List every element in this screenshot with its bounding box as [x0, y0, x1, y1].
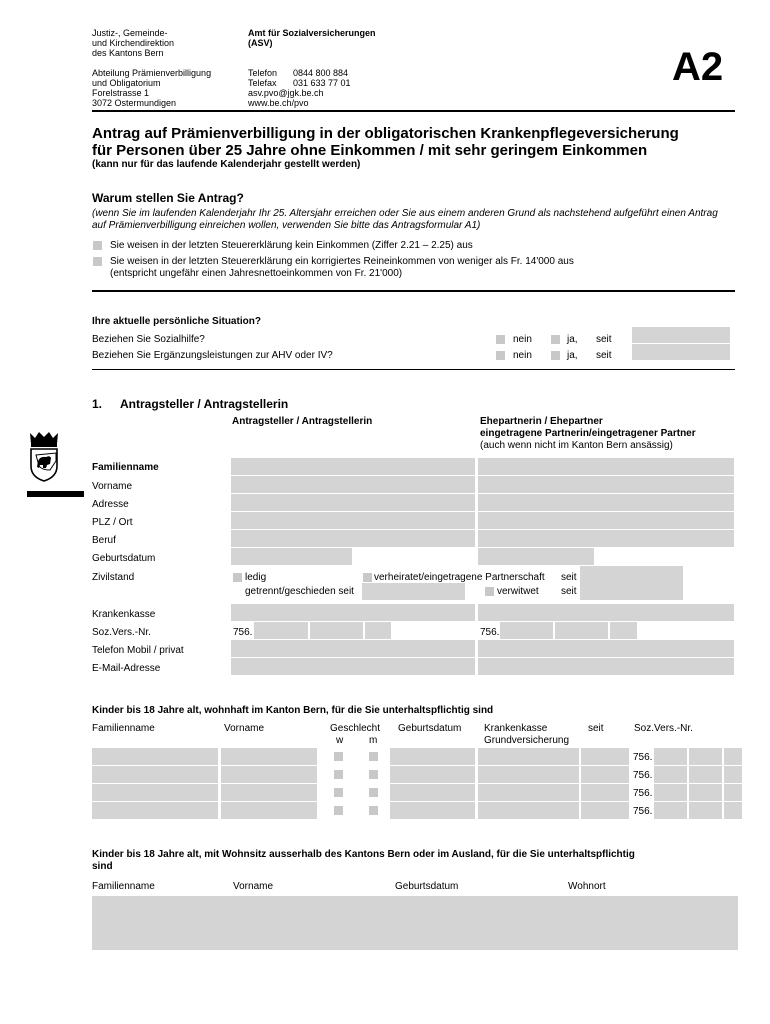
division-line: 3072 Ostermundigen [92, 98, 177, 108]
page-title: Antrag auf Prämienverbilligung in der obligatorischen Krankenpflegeversicherung [92, 125, 679, 142]
logo-bar [27, 491, 84, 497]
division-line: Forelstrasse 1 [92, 88, 150, 98]
child-col-familienname: Familienname [92, 723, 155, 734]
situation-q2: Beziehen Sie Ergänzungsleistungen zur AHV oder IV? [92, 350, 333, 361]
child2-ahv-prefix: 756. [633, 770, 653, 781]
q1-since-label: seit [596, 334, 612, 345]
child3-vorname-field[interactable] [221, 784, 317, 801]
department-block [92, 28, 174, 58]
adresse-label: Adresse [92, 499, 129, 510]
applicant-adresse-field[interactable] [231, 494, 475, 511]
child4-ahv-part2[interactable] [689, 802, 722, 819]
child2-krankenkasse-field[interactable] [478, 766, 579, 783]
partner-email-field[interactable] [478, 658, 734, 675]
applicant-telefon-field[interactable] [231, 640, 475, 657]
partner-column-note: (auch wenn nicht im Kanton Bern ansässig) [480, 440, 673, 451]
contact-phone: 0844 800 884 [293, 68, 349, 78]
child-col-vorname: Vorname [224, 723, 265, 734]
childout-col-familienname: Familienname [92, 881, 155, 892]
child3-ahv-part1[interactable] [654, 784, 687, 801]
child2-m-checkbox[interactable] [369, 770, 378, 779]
beruf-label: Beruf [92, 535, 116, 546]
situation-q1: Beziehen Sie Sozialhilfe? [92, 334, 205, 345]
child3-familienname-field[interactable] [92, 784, 218, 801]
childout-familienname-field[interactable] [92, 896, 232, 950]
partner-vorname-field[interactable] [478, 476, 734, 493]
child4-ahv-part3[interactable] [724, 802, 742, 819]
children-out-heading-line: sind [92, 861, 113, 872]
q2-since-field[interactable] [632, 344, 730, 360]
child3-ahv-part2[interactable] [689, 784, 722, 801]
header-divider [92, 110, 735, 112]
child2-ahv-part2[interactable] [689, 766, 722, 783]
child4-ahv-part1[interactable] [654, 802, 687, 819]
partner-beruf-field[interactable] [478, 530, 734, 547]
child-col-w: w [336, 735, 344, 746]
reason-option2-label [110, 256, 574, 280]
section1-number: 1. [92, 397, 103, 411]
verheiratet-checkbox[interactable] [363, 573, 372, 582]
q2-since-label: seit [596, 350, 612, 361]
vorname-label: Vorname [92, 481, 133, 492]
child3-geburtsdatum-field[interactable] [390, 784, 475, 801]
reason-heading: Warum stellen Sie Antrag? [92, 191, 244, 205]
familienname-label: Familienname [92, 462, 159, 473]
form-code: A2 [672, 45, 724, 89]
child4-w-checkbox[interactable] [334, 806, 343, 815]
child-col-geburtsdatum: Geburtsdatum [398, 723, 462, 734]
children-in-heading: Kinder bis 18 Jahre alt, wohnhaft im Kanton Bern, für die Sie unterhaltspflichtig sind [92, 705, 494, 716]
q2-no-label: nein [513, 350, 532, 361]
child4-seit-field[interactable] [581, 802, 629, 819]
child2-familienname-field[interactable] [92, 766, 218, 783]
partner-ahv-part3[interactable] [610, 622, 637, 639]
reason-option2-line: Sie weisen in der letzten Steuererklärung ein korrigiertes Reineinkommen von weniger als Fr. 14'000 aus [110, 256, 574, 267]
childout-vorname-field[interactable] [231, 896, 392, 950]
krankenkasse-label: Krankenkasse [92, 609, 156, 620]
verheiratet-label: verheiratet/eingetragene Partnerschaft [374, 572, 545, 583]
applicant-krankenkasse-field[interactable] [231, 604, 475, 621]
child1-ahv-part2[interactable] [689, 748, 722, 765]
applicant-ahv-part3[interactable] [365, 622, 391, 639]
q2-no-checkbox[interactable] [496, 351, 505, 360]
division-block [92, 68, 211, 108]
telefon-label: Telefon Mobil / privat [92, 645, 184, 656]
child3-krankenkasse-field[interactable] [478, 784, 579, 801]
partner-geburtsdatum-field[interactable] [478, 548, 594, 565]
child1-seit-field[interactable] [581, 748, 629, 765]
zivilstand-label: Zivilstand [92, 572, 135, 583]
child1-ahv-part3[interactable] [724, 748, 742, 765]
child2-vorname-field[interactable] [221, 766, 317, 783]
sozvers-label: Soz.Vers.-Nr. [92, 627, 151, 638]
child-col-sozvers: Soz.Vers.-Nr. [634, 723, 693, 734]
division-line: und Obligatorium [92, 78, 161, 88]
office-line: (ASV) [248, 38, 273, 48]
q1-since-field[interactable] [632, 327, 730, 343]
contact-website[interactable]: www.be.ch/pvo [248, 98, 309, 108]
contact-fax-label: Telefax [248, 78, 277, 88]
applicant-ahv-part1[interactable] [254, 622, 308, 639]
childout-geburtsdatum-field[interactable] [391, 896, 567, 950]
child1-geburtsdatum-field[interactable] [390, 748, 475, 765]
applicant-beruf-field[interactable] [231, 530, 475, 547]
child1-w-checkbox[interactable] [334, 752, 343, 761]
applicant-plz-field[interactable] [231, 512, 475, 529]
child3-ahv-part3[interactable] [724, 784, 742, 801]
verwitwet-label: verwitwet [497, 586, 539, 597]
child-col-kk-line: Krankenkasse [484, 723, 548, 734]
reason-option2-line: (entspricht ungefähr einen Jahresnettoeinkommen von Fr. 21'000) [110, 268, 403, 279]
title-note: (kann nur für das laufende Kalenderjahr gestellt werden) [92, 159, 361, 170]
child1-m-checkbox[interactable] [369, 752, 378, 761]
email-label: E-Mail-Adresse [92, 663, 161, 674]
child4-ahv-prefix: 756. [633, 806, 653, 817]
child4-geburtsdatum-field[interactable] [390, 802, 475, 819]
ledig-checkbox[interactable] [233, 573, 242, 582]
child2-geburtsdatum-field[interactable] [390, 766, 475, 783]
verwitwet-seit-field[interactable] [580, 583, 683, 600]
applicant-ahv-prefix: 756. [233, 627, 253, 638]
children-out-heading [92, 849, 742, 873]
q2-yes-label: ja, [567, 350, 578, 361]
verheiratet-seit-field[interactable] [580, 566, 683, 583]
contact-email[interactable]: asv.pvo@jgk.be.ch [248, 88, 324, 98]
reason-option2-checkbox[interactable] [93, 257, 102, 266]
getrennt-label: getrennt/geschieden seit [245, 586, 354, 597]
partner-familienname-field[interactable] [478, 458, 734, 475]
reason-divider [92, 290, 735, 292]
applicant-column-header: Antragsteller / Antragstellerin [232, 416, 373, 427]
childout-col-vorname: Vorname [233, 881, 274, 892]
child1-ahv-part1[interactable] [654, 748, 687, 765]
childout-col-wohnort: Wohnort [568, 881, 606, 892]
partner-adresse-field[interactable] [478, 494, 734, 511]
partner-ahv-prefix: 756. [480, 627, 500, 638]
partner-header-line: eingetragene Partnerin/eingetragener Partner [480, 428, 696, 439]
geburtsdatum-label: Geburtsdatum [92, 553, 156, 564]
child4-krankenkasse-field[interactable] [478, 802, 579, 819]
child3-ahv-prefix: 756. [633, 788, 653, 799]
children-out-heading-line: Kinder bis 18 Jahre alt, mit Wohnsitz ausserhalb des Kantons Bern oder im Ausland, für die Sie unterhaltspflichtig [92, 849, 635, 860]
reason-option1-checkbox[interactable] [93, 241, 102, 250]
child4-m-checkbox[interactable] [369, 806, 378, 815]
partner-plz-field[interactable] [478, 512, 734, 529]
ledig-label: ledig [245, 572, 267, 583]
child-col-geschlecht: Geschlecht [330, 723, 381, 734]
q1-no-label: nein [513, 334, 532, 345]
contact-phone-label: Telefon [248, 68, 278, 78]
q1-yes-label: ja, [567, 334, 578, 345]
verwitwet-checkbox[interactable] [485, 587, 494, 596]
child1-familienname-field[interactable] [92, 748, 218, 765]
childout-wohnort-field[interactable] [566, 896, 738, 950]
applicant-geburtsdatum-field[interactable] [231, 548, 352, 565]
page-title-line2: für Personen über 25 Jahre ohne Einkommen / mit sehr geringem Einkommen [92, 142, 648, 159]
verheiratet-seit-label: seit [561, 572, 577, 583]
bern-coat-of-arms-icon [27, 430, 61, 482]
dept-line: Justiz-, Gemeinde- [92, 28, 168, 38]
division-line: Abteilung Prämienverbilligung [92, 68, 212, 78]
child4-vorname-field[interactable] [221, 802, 317, 819]
situation-heading: Ihre aktuelle persönliche Situation? [92, 316, 261, 327]
partner-ahv-part2[interactable] [555, 622, 608, 639]
child3-m-checkbox[interactable] [369, 788, 378, 797]
section1-title: Antragsteller / Antragstellerin [120, 397, 289, 411]
applicant-vorname-field[interactable] [231, 476, 475, 493]
getrennt-seit-field[interactable] [362, 583, 465, 600]
child1-krankenkasse-field[interactable] [478, 748, 579, 765]
q1-yes-checkbox[interactable] [551, 335, 560, 344]
child4-familienname-field[interactable] [92, 802, 218, 819]
situation-divider [92, 369, 735, 370]
applicant-familienname-field[interactable] [231, 458, 475, 475]
reason-option1-label: Sie weisen in der letzten Steuererklärung kein Einkommen (Ziffer 2.21 – 2.25) aus [110, 240, 473, 251]
child-col-kk-line: Grundversicherung [484, 735, 570, 746]
dept-line: und Kirchendirektion [92, 38, 175, 48]
q1-no-checkbox[interactable] [496, 335, 505, 344]
plz-ort-label: PLZ / Ort [92, 517, 133, 528]
office-line: Amt für Sozialversicherungen [248, 28, 376, 38]
contact-fax: 031 633 77 01 [293, 78, 351, 88]
child3-seit-field[interactable] [581, 784, 629, 801]
q2-yes-checkbox[interactable] [551, 351, 560, 360]
child2-seit-field[interactable] [581, 766, 629, 783]
child2-ahv-part1[interactable] [654, 766, 687, 783]
child1-vorname-field[interactable] [221, 748, 317, 765]
child2-ahv-part3[interactable] [724, 766, 742, 783]
child-col-seit: seit [588, 723, 604, 734]
applicant-ahv-part2[interactable] [310, 622, 363, 639]
verwitwet-seit-label: seit [561, 586, 577, 597]
partner-column-header [480, 416, 696, 440]
partner-krankenkasse-field[interactable] [478, 604, 734, 621]
contact-values [293, 68, 351, 88]
child3-w-checkbox[interactable] [334, 788, 343, 797]
dept-line: des Kantons Bern [92, 48, 164, 58]
child-col-m: m [369, 735, 378, 746]
applicant-email-field[interactable] [231, 658, 475, 675]
partner-ahv-part1[interactable] [500, 622, 553, 639]
partner-telefon-field[interactable] [478, 640, 734, 657]
office-block [248, 28, 376, 48]
child2-w-checkbox[interactable] [334, 770, 343, 779]
reason-hint: (wenn Sie im laufenden Kalenderjahr Ihr 25. Altersjahr erreichen oder Sie aus einem anderen Grund als nachstehend aufgeführt einen Antrag auf Prämienverbilligung einreichen wollen, verwenden Sie bitte das Antragsformular A1) [92, 208, 718, 231]
childout-col-geburtsdatum: Geburtsdatum [395, 881, 459, 892]
child-col-krankenkasse [484, 723, 569, 747]
partner-header-line: Ehepartnerin / Ehepartner [480, 416, 603, 427]
child1-ahv-prefix: 756. [633, 752, 653, 763]
